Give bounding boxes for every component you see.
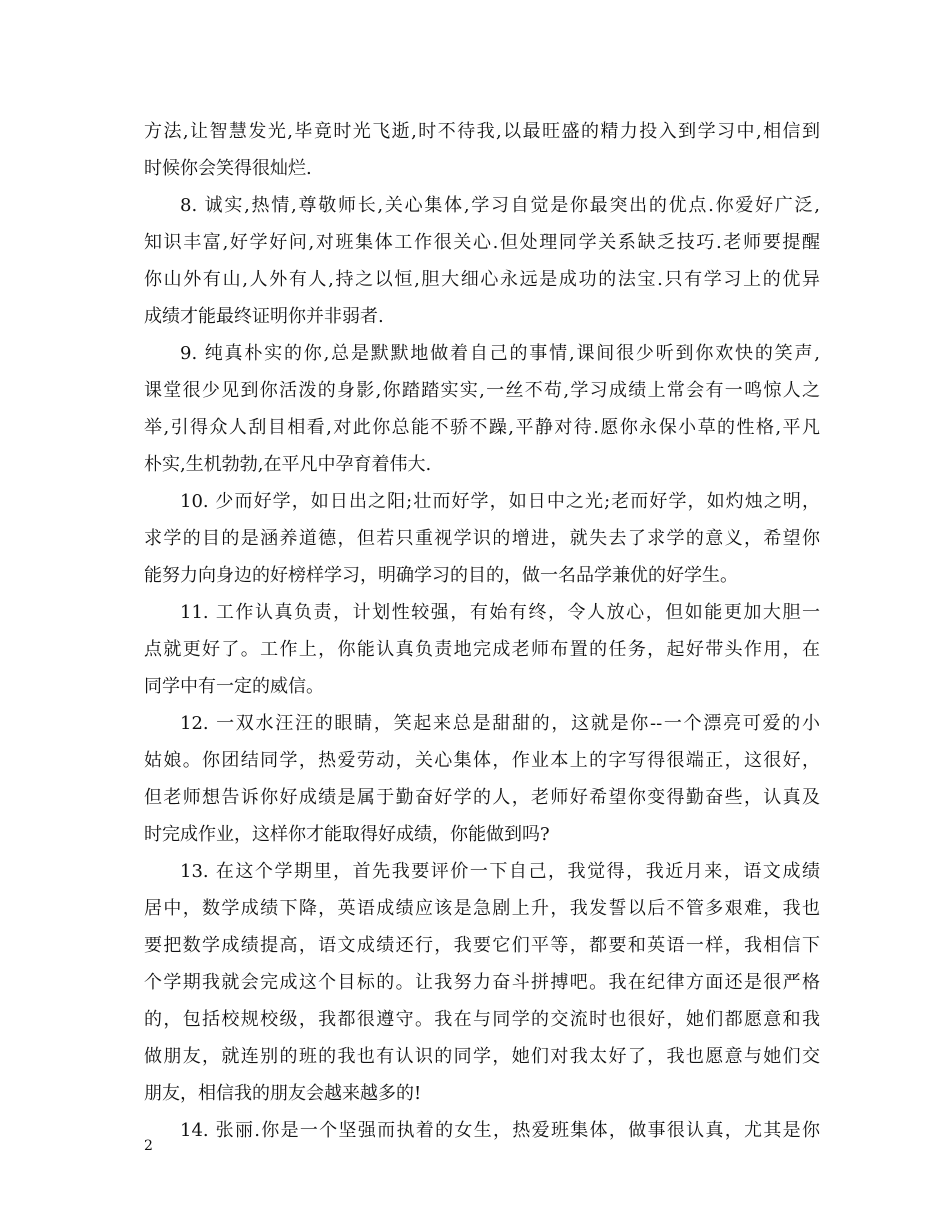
text-line: 8. 诚实,热情,尊敬师长,关心集体,学习自觉是你最突出的优点.你爱好广泛, — [180, 195, 820, 216]
text-line: 时完成作业，这样你才能取得好成绩，你能做到吗? — [144, 824, 550, 845]
text-line: 能努力向身边的好榜样学习，明确学习的目的，做一名品学兼优的好学生。 — [144, 565, 738, 586]
text-line: 知识丰富,好学好问,对班集体工作很关心.但处理同学关系缺乏技巧.老师要提醒 — [144, 232, 820, 253]
document-body — [144, 113, 820, 1149]
text-line: 10. 少而好学，如日出之阳;壮而好学，如日中之光;老而好学，如灼烛之明， — [180, 491, 820, 512]
text-line: 时候你会笑得很灿烂. — [144, 158, 312, 179]
text-line: 的，包括校规校级，我都很遵守。我在与同学的交流时也很好，她们都愿意和我 — [144, 1009, 820, 1030]
text-line: 做朋友，就连别的班的我也有认识的同学，她们对我太好了，我也愿意与她们交 — [144, 1046, 820, 1067]
text-line: 个学期我就会完成这个目标的。让我努力奋斗拼搏吧。我在纪律方面还是很严格 — [144, 972, 820, 993]
text-line: 居中，数学成绩下降，英语成绩应该是急剧上升，我发誓以后不管多艰难，我也 — [144, 898, 820, 919]
text-line: 求学的目的是涵养道德，但若只重视学识的增进，就失去了求学的意义，希望你 — [144, 528, 820, 549]
text-line: 成绩才能最终证明你并非弱者. — [144, 306, 384, 327]
text-line: 课堂很少见到你活泼的身影,你踏踏实实,一丝不苟,学习成绩上常会有一鸣惊人之 — [144, 380, 820, 401]
text-line: 12. 一双水汪汪的眼睛，笑起来总是甜甜的，这就是你--一个漂亮可爱的小 — [180, 713, 820, 734]
text-line: 11. 工作认真负责，计划性较强，有始有终，令人放心，但如能更加大胆一 — [180, 602, 820, 623]
text-line: 方法,让智慧发光,毕竟时光飞逝,时不待我,以最旺盛的精力投入到学习中,相信到 — [144, 121, 820, 142]
text-line: 点就更好了。工作上，你能认真负责地完成老师布置的任务，起好带头作用，在 — [144, 639, 820, 660]
text-line: 9. 纯真朴实的你,总是默默地做着自己的事情,课间很少听到你欢快的笑声, — [180, 343, 820, 364]
text-line: 举,引得众人刮目相看,对此你总能不骄不躁,平静对待.愿你永保小草的性格,平凡 — [144, 417, 820, 438]
page-number: 2 — [144, 1138, 153, 1154]
text-line: 要把数学成绩提高，语文成绩还行，我要它们平等，都要和英语一样，我相信下 — [144, 935, 820, 956]
text-line: 13. 在这个学期里，首先我要评价一下自己，我觉得，我近月来，语文成绩 — [180, 861, 820, 882]
text-line: 朋友，相信我的朋友会越来越多的! — [144, 1083, 422, 1104]
text-line: 朴实,生机勃勃,在平凡中孕育着伟大. — [144, 454, 432, 475]
text-line: 你山外有山,人外有人,持之以恒,胆大细心永远是成功的法宝.只有学习上的优异 — [144, 269, 820, 290]
text-line: 14. 张丽.你是一个坚强而执着的女生，热爱班集体，做事很认真，尤其是你 — [180, 1120, 820, 1141]
text-line: 姑娘。你团结同学，热爱劳动，关心集体，作业本上的字写得很端正，这很好， — [144, 750, 820, 771]
text-line: 同学中有一定的威信。 — [144, 676, 324, 697]
text-line: 但老师想告诉你好成绩是属于勤奋好学的人，老师好希望你变得勤奋些，认真及 — [144, 787, 820, 808]
